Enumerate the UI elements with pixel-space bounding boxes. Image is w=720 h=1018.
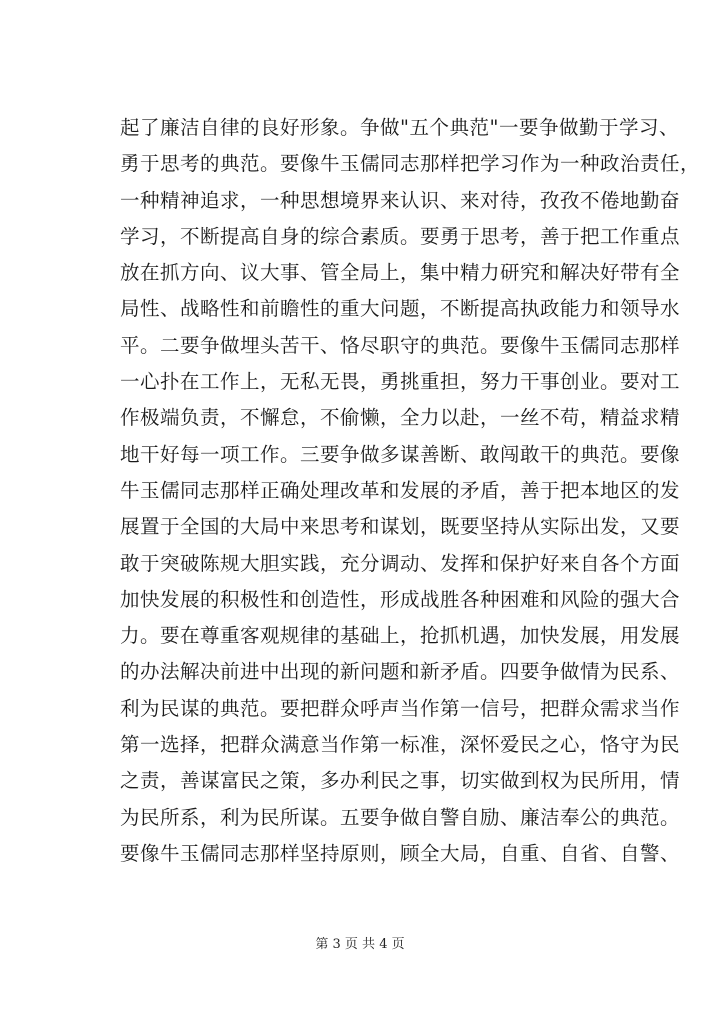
page-footer xyxy=(0,935,720,955)
page-number: 第 3 页 共 4 页 xyxy=(315,937,405,952)
text-line: 要像牛玉儒同志那样坚持原则，顾全大局，自重、自省、自警、 xyxy=(120,841,681,865)
text-line: 一心扑在工作上，无私无畏，勇挑重担，努力干事创业。要对工 xyxy=(120,370,681,394)
text-line: 起了廉洁自律的良好形象。争做"五个典范"一要争做勤于学习、 xyxy=(120,116,679,139)
text-line: 加快发展的积极性和创造性，形成战胜各种困难和风险的强大合 xyxy=(120,587,681,611)
text-line: 展置于全国的大局中来思考和谋划，既要坚持从实际出发，又要 xyxy=(120,515,681,539)
text-line: 之责，善谋富民之策，多办利民之事，切实做到权为民所用，情 xyxy=(120,769,681,793)
text-line: 放在抓方向、议大事、管全局上，集中精力研究和解决好带有全 xyxy=(120,261,681,285)
text-line: 学习，不断提高自身的综合素质。要勇于思考，善于把工作重点 xyxy=(120,224,681,248)
text-line: 局性、战略性和前瞻性的重大问题，不断提高执政能力和领导水 xyxy=(120,297,681,321)
text-line: 为民所系，利为民所谋。五要争做自警自励、廉洁奉公的典范。 xyxy=(120,805,681,829)
text-line: 勇于思考的典范。要像牛玉儒同志那样把学习作为一种政治责任， xyxy=(120,152,701,176)
body-paragraph xyxy=(120,110,701,872)
text-line: 一种精神追求，一种思想境界来认识、来对待，孜孜不倦地勤奋 xyxy=(120,188,681,212)
text-line: 利为民谋的典范。要把群众呼声当作第一信号，把群众需求当作 xyxy=(120,696,681,720)
text-line: 第一选择，把群众满意当作第一标准，深怀爱民之心，恪守为民 xyxy=(120,733,681,757)
text-line: 作极端负责，不懈怠，不偷懒，全力以赴，一丝不苟，精益求精 xyxy=(120,406,681,430)
text-line: 敢于突破陈规大胆实践，充分调动、发挥和保护好来自各个方面 xyxy=(120,551,681,575)
text-line: 牛玉儒同志那样正确处理改革和发展的矛盾，善于把本地区的发 xyxy=(120,478,681,502)
text-line: 的办法解决前进中出现的新问题和新矛盾。四要争做情为民系、 xyxy=(120,660,681,684)
text-line: 力。要在尊重客观规律的基础上，抢抓机遇，加快发展，用发展 xyxy=(120,624,681,648)
text-line: 平。二要争做埋头苦干、恪尽职守的典范。要像牛玉儒同志那样 xyxy=(120,333,681,357)
text-line: 地干好每一项工作。三要争做多谋善断、敢闯敢干的典范。要像 xyxy=(120,442,681,466)
